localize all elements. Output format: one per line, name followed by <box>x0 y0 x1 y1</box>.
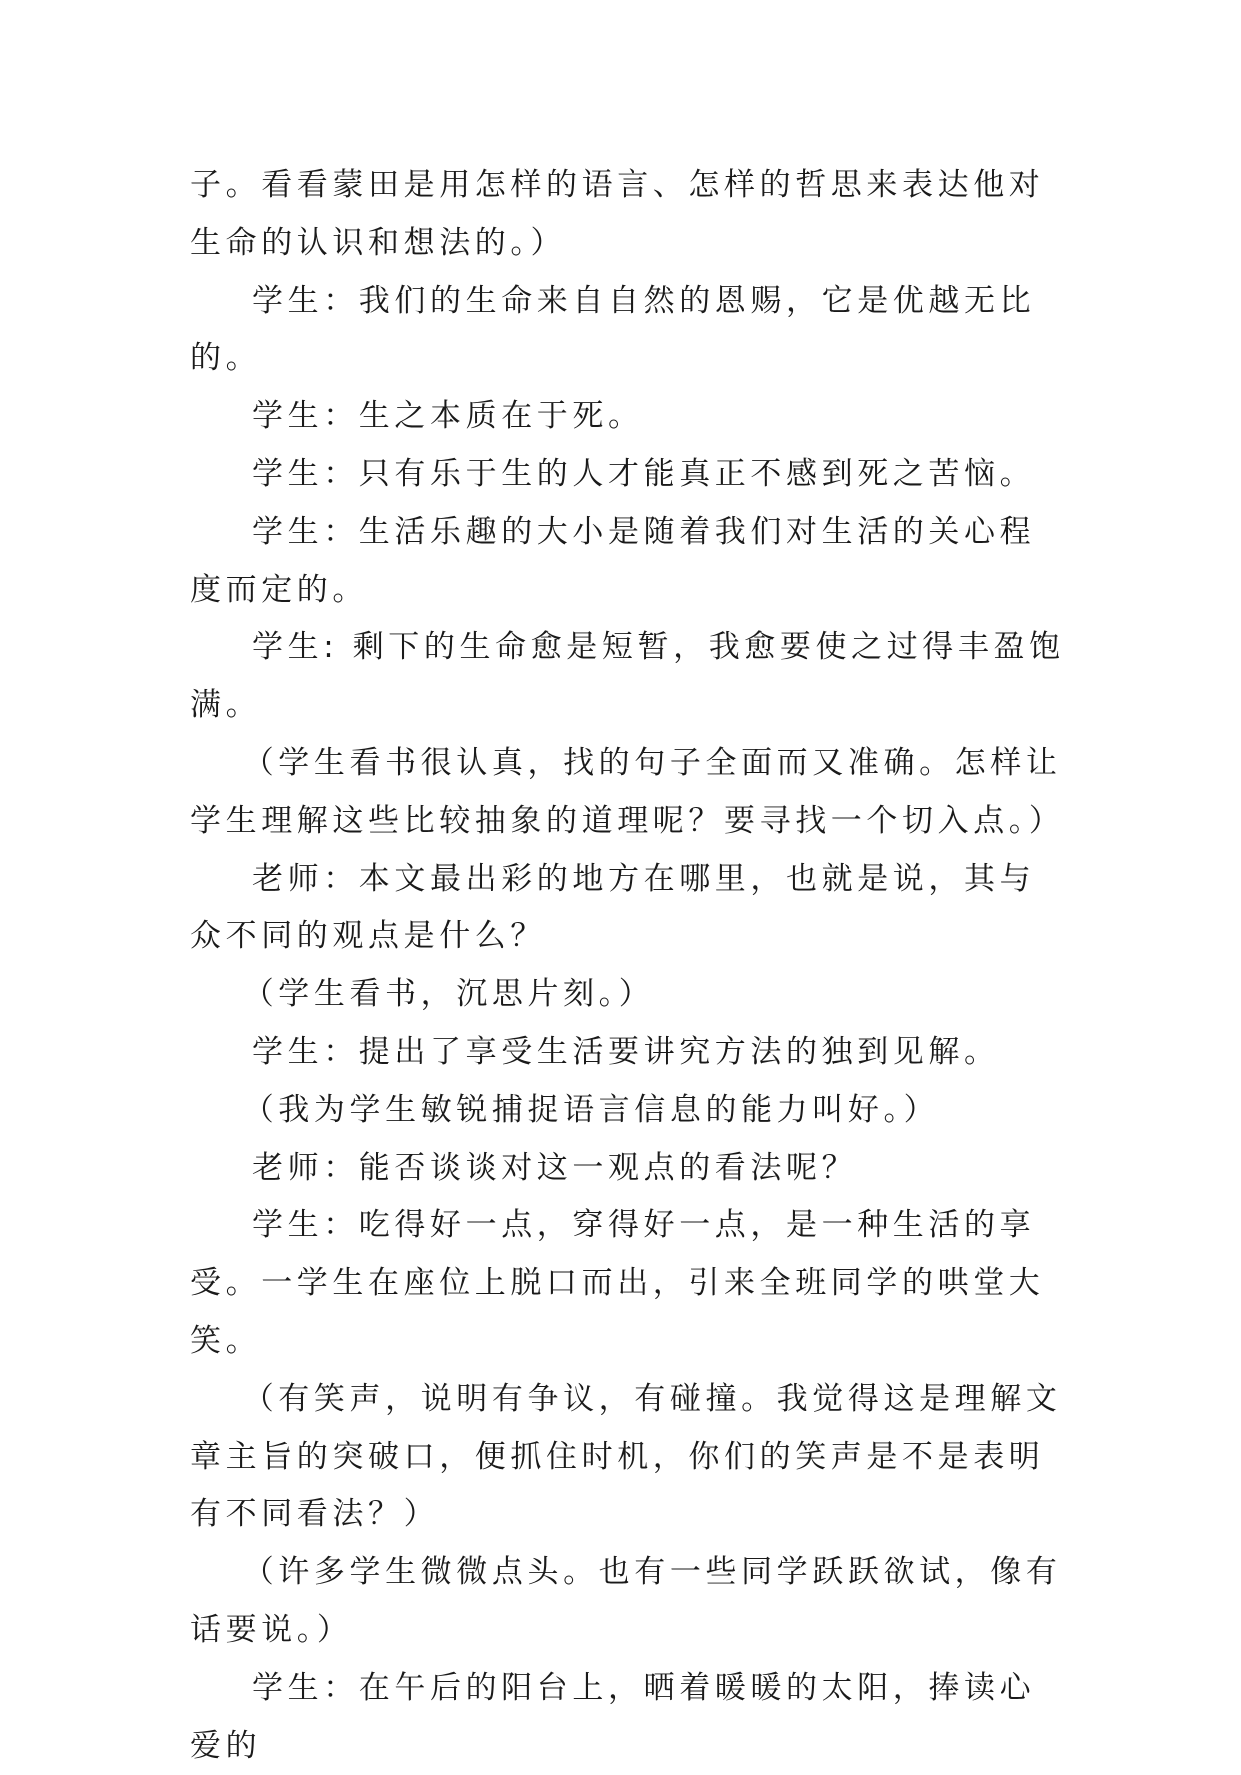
paragraph: （我为学生敏锐捕捉语言信息的能力叫好。） <box>242 1091 940 1128</box>
paragraph: 学生：只有乐于生的人才能真正不感到死之苦恼。 <box>252 455 1036 492</box>
paragraph: 学生：生之本质在于死。 <box>252 398 644 435</box>
paragraph: 学生：吃得好一点，穿得好一点，是一种生活的享受。一学生在座位上脱口而出，引来全班同学的哄堂大笑。 <box>190 1207 1045 1359</box>
paragraph: （许多学生微微点头。也有一些同学跃跃欲试，像有话要说。） <box>190 1554 1062 1648</box>
paragraph: 学生: 剩下的生命愈是短暂，我愈要使之过得丰盈饱满。 <box>190 629 1065 724</box>
document-body <box>190 157 1070 1775</box>
paragraph: 学生：在午后的阳台上，晒着暖暖的太阳，捧读心爱的 <box>190 1669 1036 1764</box>
paragraph: 老师：本文最出彩的地方在哪里，也就是说，其与众不同的观点是什么？ <box>190 860 1036 955</box>
paragraph: （学生看书很认真，找的句子全面而又准确。怎样让学生理解这些比较抽象的道理呢？要寻找一个切入点。） <box>190 744 1065 839</box>
paragraph: 老师：能否谈谈对这一观点的看法呢？ <box>252 1149 858 1186</box>
paragraph: 学生：生活乐趣的大小是随着我们对生活的关心程度而定的。 <box>190 513 1036 608</box>
paragraph: （学生看书，沉思片刻。） <box>242 976 655 1013</box>
paragraph: 学生：提出了享受生活要讲究方法的独到见解。 <box>252 1033 1000 1070</box>
paragraph: （有笑声，说明有争议，有碰撞。我觉得这是理解文章主旨的突破口，便抓住时机，你们的笑声是不是表明有不同看法？） <box>190 1380 1062 1533</box>
paragraph: 子。看看蒙田是用怎样的语言、怎样的哲思来表达他对生命的认识和想法的。） <box>190 167 1045 261</box>
paragraph: 学生：我们的生命来自自然的恩赐，它是优越无比的。 <box>190 282 1036 377</box>
